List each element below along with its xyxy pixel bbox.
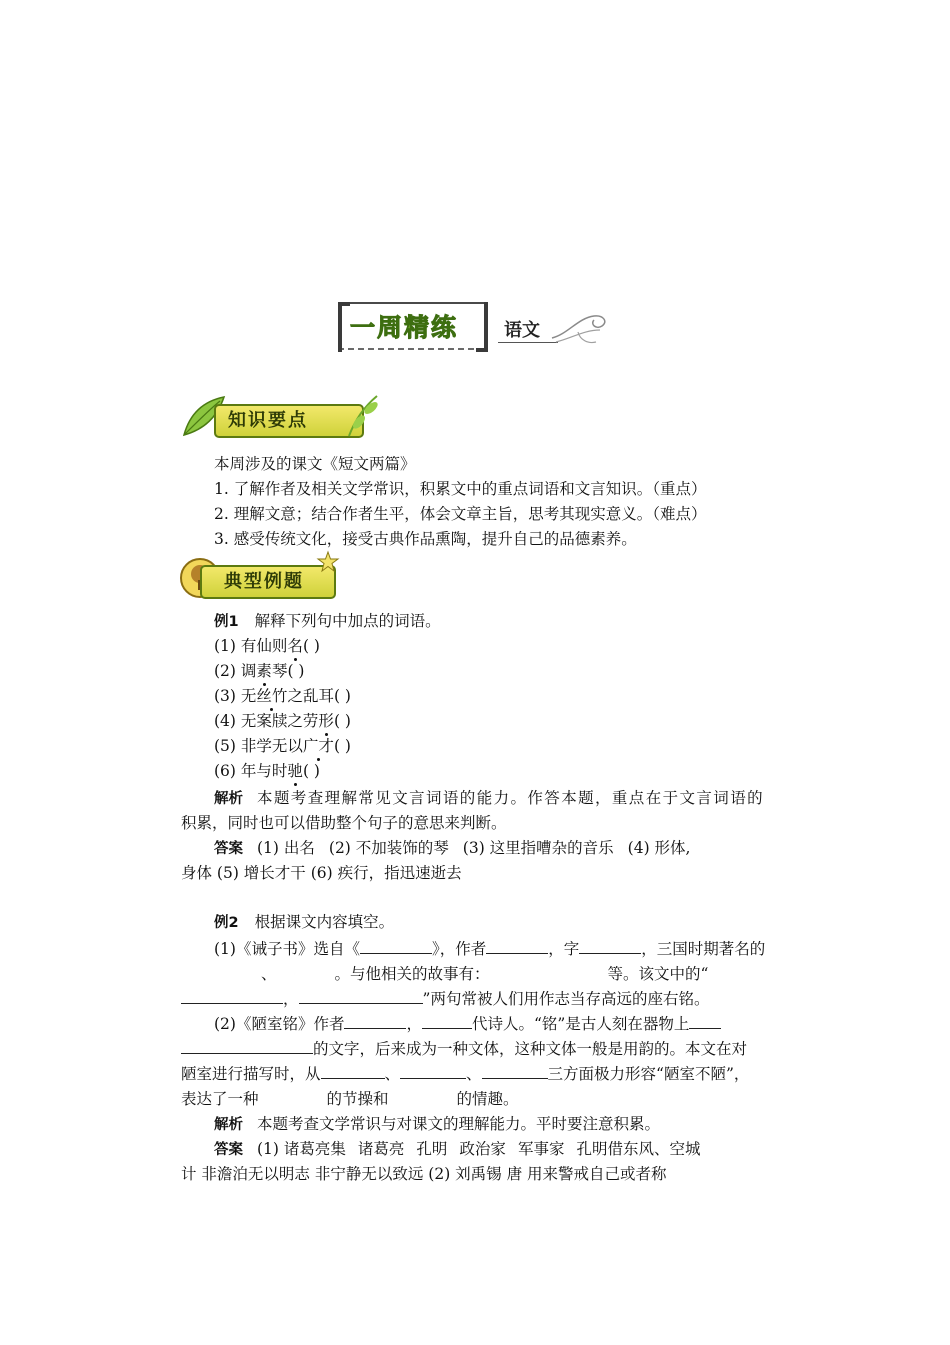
ex1-item-num: (5) [214,737,236,755]
ex1-item-4 [214,711,351,731]
ex1-analysis-line-1 [214,788,764,809]
fill-blank[interactable] [181,1039,313,1054]
ex2-q1-text: ，字 [548,940,580,958]
fill-blank[interactable] [486,939,548,954]
fill-blank[interactable] [422,1014,472,1029]
fill-blank[interactable] [579,939,641,954]
banner-bracket-right [476,302,488,352]
fill-blank[interactable] [299,989,423,1004]
ex2-q2-line-3 [181,1064,749,1084]
knowledge-item-3: 3. 感受传统文化，接受古典作品熏陶，提升自己的品德素养。 [214,530,637,548]
ex1-item-pre: 调 [240,662,257,680]
banner-bracket-left [338,302,350,352]
ex1-item-num: (4) [214,712,236,730]
ex2-heading [214,912,394,933]
leaf-sprig-icon [345,390,383,440]
ex1-item-num: (2) [214,662,236,680]
ex1-item-dotted-word: 广才 [302,737,334,755]
ex1-prompt: 解释下列句中加点的词语。 [254,612,441,630]
ex2-q2-text: 的情趣。 [456,1090,519,1108]
badge-knowledge [214,404,364,438]
ex1-answer-line-2: 身体 (5) 增长才干 (6) 疾行，指迅速逝去 [181,864,462,882]
ex2-q2-text: 代诗人。“铭”是古人刻在器物上 [471,1015,690,1033]
badge-knowledge-label: 知识要点 [228,410,308,431]
ex1-analysis-line-2: 积累，同时也可以借助整个句子的意思来判断。 [181,814,507,832]
ex2-q2-text: 表达了一种 [181,1090,259,1108]
header-banner [338,296,618,354]
ex2-q2-line-2 [181,1039,747,1059]
ex2-q1-text: 。与他相关的故事有： [334,965,490,983]
ex2-analysis-line [214,1114,660,1135]
ex1-item-dotted-word: 形 [318,712,334,730]
ex1-item-num: (6) [214,762,236,780]
ex1-item-dotted-word: 素 [256,662,272,680]
ex2-answer-part: 孔明 [416,1140,448,1158]
ex1-answer-part: (2) 不加装饰的琴 [328,839,449,857]
ex1-item-2 [214,661,304,681]
ex1-item-post: 之乱耳 [287,687,334,705]
ex1-item-dotted-word: 驰 [287,762,303,780]
ex2-q1-line-1 [214,939,765,959]
ex2-q2-text: (2)《陋室铭》作者 [214,1015,345,1033]
ex2-q1-line-2 [181,964,708,984]
ex1-item-answer-slot: ( ) [302,637,320,655]
ex2-q1-text: ， [283,990,299,1008]
ex1-item-answer-slot: ( ) [333,687,351,705]
ex1-answer-line-1 [214,838,690,859]
badge-examples-label: 典型例题 [224,571,304,592]
ex2-q2-text: 的节操和 [326,1090,389,1108]
fill-blank[interactable] [181,989,283,1004]
ex2-analysis-text: 本题考查文学常识与对课文的理解能力。平时要注意积累。 [257,1115,661,1133]
fill-blank[interactable] [360,939,432,954]
knowledge-item-1: 1. 了解作者及相关文学常识，积累文中的重点词语和文言知识。（重点） [214,480,707,498]
ex1-label: 例1 [214,614,239,630]
ex2-label: 例2 [214,915,239,931]
ex1-item-num: (1) [214,637,236,655]
fill-blank[interactable] [321,1064,385,1079]
ex1-item-1 [214,636,320,656]
ex2-q2-text: 陋室进行描写时，从 [181,1065,321,1083]
ex2-answer-label: 答案 [214,1142,243,1158]
ex1-item-dotted-word: 丝竹 [256,687,288,705]
fill-blank[interactable] [344,1014,406,1029]
fill-blank[interactable] [400,1064,466,1079]
ex2-answer-part: 政治家 [459,1140,506,1158]
ex2-q1-line-3 [181,989,709,1009]
ex2-answer-part: (1) 诸葛亮集 [257,1140,346,1158]
ex1-item-num: (3) [214,687,236,705]
knowledge-item-2: 2. 理解文意；结合作者生平，体会文章主旨，思考其现实意义。（难点） [214,505,707,523]
ex2-q1-text: (1)《诫子书》选自《 [214,940,360,958]
subject-label: 语文 [504,320,540,341]
ex2-answer-part: 诸葛亮 [357,1140,405,1158]
fill-blank[interactable] [482,1064,548,1079]
ex2-q2-text: 三方面极力形容“陋室不陋”， [547,1065,750,1083]
ex2-analysis-label: 解析 [214,1117,243,1133]
ex2-q1-text: 、 [261,965,277,983]
ex1-item-dotted-word: 名 [287,637,303,655]
ex1-answer-part: (3) 这里指嘈杂的音乐 [462,839,614,857]
ex1-item-answer-slot: ( ) [302,762,320,780]
ex2-q1-text: 等。该文中的“ [607,965,709,983]
ex1-item-3 [214,686,351,706]
ex1-heading [214,611,441,632]
ex2-answer-part: 孔明借东风、空城 [576,1140,701,1158]
ex2-q1-text: ，三国时期著名的 [641,940,766,958]
ex1-answer-label: 答案 [214,841,243,857]
ex1-item-5 [214,736,351,756]
ex2-q2-text: 、 [384,1065,401,1083]
ex1-item-pre: 有仙则 [240,637,288,655]
ex1-item-answer-slot: ( ) [333,712,351,730]
ex2-answer-part: 军事家 [517,1140,565,1158]
ex2-q1-text: 》，作者 [431,940,487,958]
ex1-answer-part: (4) 形体, [627,839,691,857]
ex1-item-pre: 非学无以 [240,737,303,755]
ex1-analysis-label: 解析 [214,791,243,807]
fill-blank[interactable] [689,1014,721,1029]
knowledge-intro: 本周涉及的课文《短文两篇》 [214,455,416,473]
ex1-item-pre: 年与时 [240,762,288,780]
ex2-q2-line-4 [181,1089,519,1109]
ex1-item-6 [214,761,320,781]
star-icon [316,550,340,574]
ex1-item-pre: 无 [240,687,257,705]
ex2-answer-line-1 [214,1139,700,1160]
ex1-item-pre: 无案牍之劳 [240,712,319,730]
ex1-answer-part: (1) 出名 [257,839,315,857]
ex1-item-post: 琴 [271,662,288,680]
ex2-q1-text: ”两句常被人们用作志当存高远的座右铭。 [422,990,710,1008]
ex2-q2-text: 的文字，后来成为一种文体，这种文体一般是用韵的。本文在对 [313,1040,748,1058]
ex1-analysis-text: 本题考查理解常见文言词语的能力。作答本题，重点在于文言词语的 [257,789,765,807]
ex2-answer-line-2: 计 非澹泊无以明志 非宁静无以致远 (2) 刘禹锡 唐 用来警戒自己或者称 [181,1165,667,1183]
swirl-ornament-icon [548,308,610,348]
ex1-item-answer-slot: ( ) [333,737,351,755]
ex1-item-answer-slot: ( ) [287,662,305,680]
ex2-q2-text: 、 [466,1065,482,1083]
ex2-q2-line-1 [214,1014,721,1034]
ex2-prompt: 根据课文内容填空。 [254,913,395,931]
page-title: 一周精练 [350,313,459,342]
ex2-q2-text: ， [406,1015,422,1033]
